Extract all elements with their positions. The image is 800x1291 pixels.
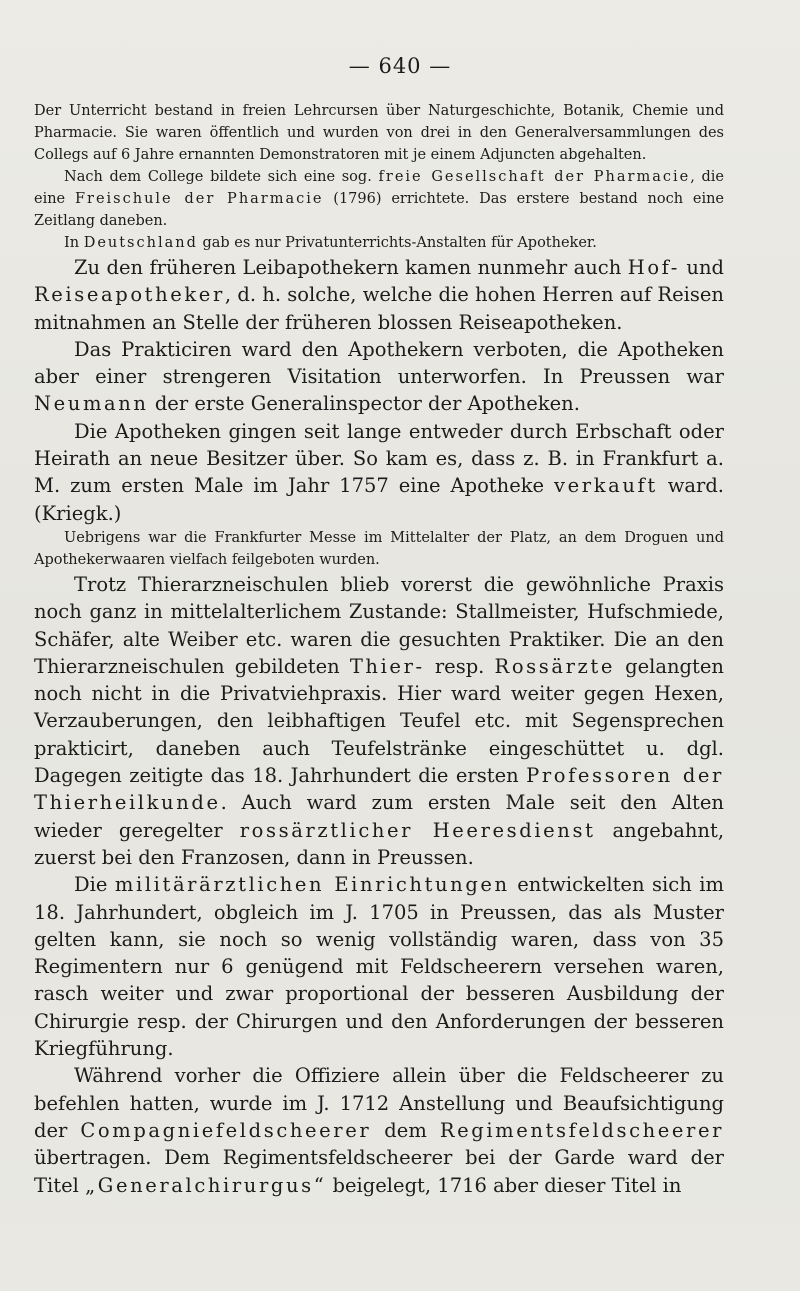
text-run: . Auch ward zum ersten Male seit den Alten wieder geregelter [34,791,724,842]
spaced-term: Deutschland [83,235,198,251]
spaced-term: verkauft [554,474,658,498]
paragraph-erbschaft [34,418,724,527]
text-run: Die [74,873,108,897]
page-body [34,100,724,1199]
spaced-term: „Generalchirurgus“ [85,1173,327,1197]
spaced-term: Neumann [34,392,149,416]
text-run: Zu den früheren Leibapothekern kamen nunmehr auch [74,256,622,279]
spaced-term: Compagniefeldscheerer [80,1118,372,1142]
text-run: angebahnt, zuerst bei den Franzosen, dann in Preussen. [34,818,725,869]
text-run: , d. h. solche, welche die hohen Herren auf Reisen mitnahmen an Stelle der früheren blossen Reiseapotheken. [34,283,724,334]
text-run: (1796) errichtete. Das erstere bestand noch eine Zeitlang daneben. [34,191,725,229]
text-run: In [64,235,80,251]
text-run: entwickelten sich im 18. Jahrhundert, obgleich im J. 1705 in Preussen, das als Muster gelten kann, sie noch so wenig vollständig waren, dass von 35 Regimentern nur 6 genügend mit Feldscheerern versehen waren, rasch weiter und zwar proportional der besseren Ausbildung der Chirurgie resp. der Chirurgen und den Anforderungen der besseren Kriegführung. [34,873,724,1061]
spaced-term: freie Gesellschaft der Pharmacie [378,169,691,185]
paragraph-gesellschaft [34,166,724,232]
spaced-term: Reiseapotheker [34,283,225,307]
text-run: gelangten noch nicht in die Privatviehpraxis. Hier ward weiter gegen Hexen, Verzauberungen, den leibhaftigen Teufel etc. mit Segensprechen prakticirt, daneben auch Teufelstränke eingeschüttet u. dgl. Dagegen zeitigte das 18. Jahrhundert die ersten [34,654,724,788]
text-run: dem [384,1118,427,1142]
text-run: Die Apotheken gingen seit lange entweder durch Erbschaft oder Heirath an neue Besitzer über. So kam es, dass z. B. in Frankfurt a. M. zum ersten Male im Jahr 1757 eine Apotheke [34,419,724,498]
text-run: Während vorher die Offiziere allein über die Feldscheerer zu befehlen hatten, wurde im J. 1712 Anstellung und Beaufsichtigung der [34,1064,724,1142]
spaced-term: Thier- [349,654,425,678]
spaced-term: Rossärzte [494,654,615,678]
text-run: beigelegt, 1716 aber dieser Titel in [332,1173,682,1197]
spaced-term: militärärztlichen Einrichtungen [114,873,510,897]
text-run: Das Prakticiren ward den Apothekern verboten, die Apotheken aber einer strengeren Visitation unterworfen. In Preussen war [34,337,724,389]
text-run: Nach dem College bildete sich eine sog. [64,169,372,185]
text-run: der erste Generalinspector der Apotheken. [154,392,580,416]
text-run: ward. (Kriegk.) [34,474,725,525]
spaced-term: Freischule der Pharmacie [74,191,324,207]
text-run: gab es nur Privatunterrichts-Anstalten für Apotheker. [202,235,597,251]
text-run: Trotz Thierarzneischulen blieb vorerst die gewöhnliche Praxis noch ganz in mittelalterlichem Zustande: Stallmeister, Hufschmiede, Schäfer, alte Weiber etc. waren die gesuchten Praktiker. Die an den Thierarzneischulen gebildeten [34,572,724,678]
spaced-term: rossärztlicher Heeresdienst [239,818,596,842]
page-number: — 640 — [348,54,452,78]
text-run: , die eine [34,169,725,207]
paragraph-thierarzneischulen [34,571,724,871]
paragraph-deutschland [34,232,724,254]
text-run: resp. [434,654,485,678]
text-run: übertragen. Dem Regimentsfeldscheerer bei der Garde ward der Titel [34,1146,724,1197]
paragraph-prakticiren [34,336,724,418]
paragraph-hofapotheker [34,254,724,336]
text-run: und [686,256,725,279]
paragraph-lehrcurse: Der Unterricht bestand in freien Lehrcursen über Naturgeschichte, Botanik, Chemie und Pharmacie. Sie waren öffentlich und wurden von drei in den Generalversammlungen des Collegs auf 6 Jahre ernannten Demonstratoren mit je einem Adjuncten abgehalten. [34,103,724,163]
spaced-term: Professoren der Thierheilkunde [34,764,724,815]
paragraph-militaeraerztlich [34,871,724,1062]
paragraph-feldscheerer [34,1062,724,1198]
spaced-term: Regimentsfeldscheerer [439,1118,725,1142]
paragraph-messe: Uebrigens war die Frankfurter Messe im Mittelalter der Platz, an dem Droguen und Apothekerwaaren vielfach feilgeboten wurden. [34,529,724,568]
spaced-term: Hof- [627,256,680,279]
